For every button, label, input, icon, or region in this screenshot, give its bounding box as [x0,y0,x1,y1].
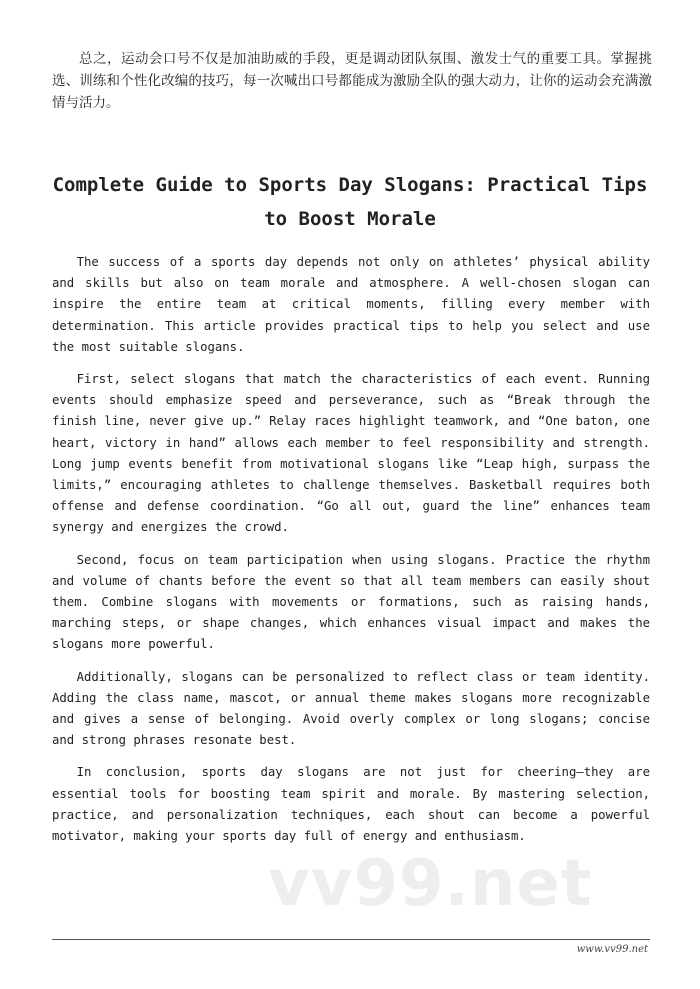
chinese-summary-paragraph: 总之，运动会口号不仅是加油助威的手段，更是调动团队氛围、激发士气的重要工具。掌握挑选、训练和个性化改编的技巧，每一次喊出口号都能成为激励全队的强大动力，让你的运动会充满激情与活力。 [52,51,652,111]
body-paragraph-team-participation: Second, focus on team participation when using slogans. Practice the rhythm and volume of chants before the event so that all team members can easily shout them. Combine slogans with movements or formations, such as raising hands, marching steps, or shape changes, which enhances visual impact and makes the slogans more powerful. [52,552,650,652]
body-paragraph-intro: The success of a sports day depends not only on athletes’ physical ability and skills but also on team morale and atmosphere. A well-chosen slogan can inspire the entire team at critical moments, filling every member with determination. This article provides practical tips to help you select and use the most suitable slogans. [52,255,650,354]
body-paragraph-event-slogans: First, select slogans that match the characteristics of each event. Running events should emphasize speed and perseverance, such as “Break through the finish line, never give up.” Relay races highlight teamwork, and “One baton, one heart, victory in hand” allows each member to feel responsibility and strength. Long jump events benefit from motivational slogans like “Leap high, surpass the limits,” encouraging athletes to challenge themselves. Basketball requires both offense and defense coordination. “Go all out, guard the line” enhances team synergy and energizes the crowd. [52,372,650,535]
body-paragraph-conclusion: In conclusion, sports day slogans are not just for cheering—they are essential tools for boosting team spirit and morale. By mastering selection, practice, and personalization techniques, each shout can become a powerful motivator, making your sports day full of energy and enthusiasm. [52,765,650,844]
footer-site-url: www.vv99.net [576,944,648,955]
footer-divider [52,939,650,940]
article-title: Complete Guide to Sports Day Slogans: Practical Tips to Boost Morale [52,174,648,230]
article-body [52,252,650,858]
body-paragraph-personalization: Additionally, slogans can be personalized to reflect class or team identity. Adding the class name, mascot, or annual theme makes slogans more recognizable and gives a sense of belonging. Avoid overly complex or long slogans; concise and strong phrases resonate best. [52,669,650,748]
site-watermark: vv99.net [268,847,593,921]
